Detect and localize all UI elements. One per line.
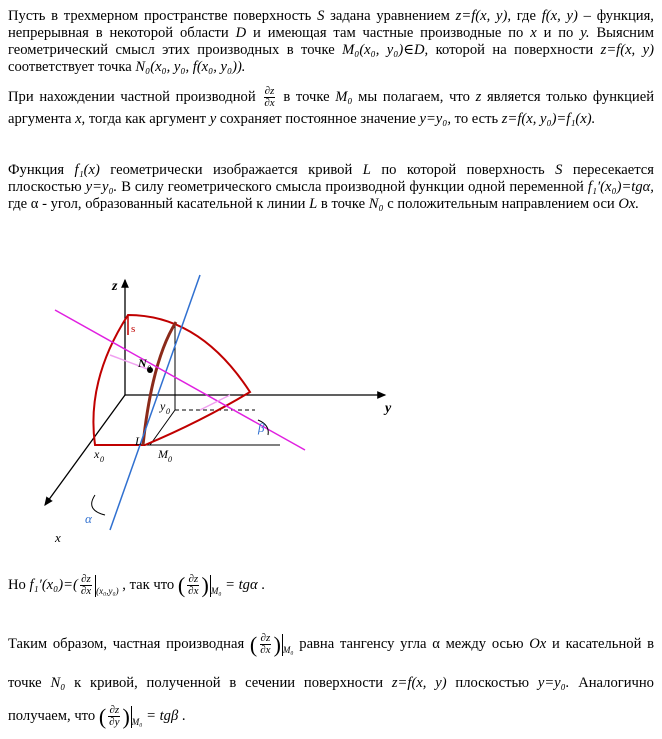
equation: y=y₀.	[537, 675, 570, 691]
paren: (	[98, 704, 107, 730]
paren: )	[122, 704, 130, 730]
subscript: M₀	[210, 586, 222, 596]
text: –	[583, 8, 591, 24]
label-y0: y	[160, 399, 166, 413]
var-y: y.	[580, 25, 590, 41]
frac-num: ∂z	[188, 573, 199, 586]
text: В силу геометрического смысла производной функции	[121, 179, 465, 195]
equation: z=f(x, y₀)=f₁(x).	[501, 111, 596, 127]
frac-den: ∂x	[264, 97, 275, 109]
fraction-dz-dy	[108, 705, 120, 728]
frac-den: ∂x	[260, 644, 271, 657]
text: и имеющая там частные производные по	[253, 25, 524, 41]
text: то есть	[454, 111, 499, 127]
equation: y=y₀,	[419, 111, 451, 127]
text: пересекается плоскостью	[8, 162, 654, 195]
text: При нахождении частной производной	[8, 88, 256, 105]
point-N0: N₀	[368, 196, 384, 212]
paren: )	[273, 632, 281, 658]
subscript: (x₀,y₀)	[96, 586, 119, 596]
var-y: y	[209, 111, 217, 127]
text: где α - угол, образованный касательной к линии	[8, 196, 306, 212]
angle-alpha-arc	[92, 495, 105, 515]
text: и	[543, 25, 552, 41]
label-M: M	[158, 447, 168, 461]
var-S: S	[317, 8, 325, 24]
text: к кривой, полученной в сечении поверхности	[74, 675, 384, 691]
var-x: x	[530, 25, 537, 41]
formula-line	[8, 572, 654, 604]
text: , так что	[122, 577, 175, 593]
point-M0: M₀(x₀, y₀)∈D,	[342, 42, 429, 58]
var-L: L	[309, 196, 318, 212]
curve-L	[143, 322, 176, 445]
label-y0-sub: 0	[166, 407, 170, 416]
text: сохраняет постоянное значение	[219, 111, 416, 127]
text: Выясним геометрический смысл этих производных в точке	[8, 25, 655, 58]
text: геометрически изображается кривой	[110, 162, 353, 178]
paren: (	[249, 632, 258, 658]
text: является только	[486, 88, 588, 105]
label-L: L	[135, 434, 142, 448]
text: по	[558, 25, 574, 41]
fraction-dz-dx	[187, 574, 199, 597]
text: функцией аргумента	[8, 88, 655, 127]
frac-num: ∂z	[109, 704, 120, 717]
label-y: y	[385, 401, 392, 416]
equation: y=y₀.	[85, 179, 118, 195]
text: одной переменной	[468, 179, 584, 195]
paren: )	[201, 572, 209, 598]
surface-S	[93, 315, 250, 445]
paragraph-conclusion	[8, 628, 654, 739]
frac-num: ∂z	[260, 632, 271, 645]
label-M-sub: 0	[168, 455, 172, 464]
label-z: z	[112, 279, 118, 294]
label-beta: β	[258, 420, 265, 435]
text: задана уравнением	[330, 8, 450, 24]
text: Пусть в трехмерном пространстве поверхность	[8, 8, 312, 24]
text: касательной в точке	[8, 636, 654, 691]
function-f1: f₁(x)	[74, 162, 100, 178]
text: поверхности	[514, 42, 594, 58]
label-s: s	[131, 323, 136, 335]
text: тогда как аргумент	[88, 111, 207, 127]
var-z: z	[475, 88, 482, 105]
text: Но	[8, 577, 26, 593]
text: функция, непрерывная в некоторой области	[8, 8, 654, 41]
text: Функция	[8, 162, 65, 178]
text: плоскостью	[455, 675, 530, 691]
axis-Ox: Ox.	[618, 196, 640, 212]
equation: f(x, y)	[541, 8, 578, 24]
axis-Ox: Ox	[529, 636, 547, 652]
frac-den: ∂y	[109, 716, 120, 729]
fraction-dz-dx	[263, 86, 275, 109]
point-N0: N₀	[50, 675, 66, 691]
blue-line	[110, 275, 200, 530]
equation: = tgβ	[146, 708, 179, 724]
section-line	[200, 395, 230, 410]
equation: z=f(x, y)	[600, 42, 654, 58]
text: с положительным направлением оси	[387, 196, 615, 212]
subscript: M₀	[131, 717, 143, 727]
frac-den: ∂x	[188, 585, 199, 598]
text: мы полагаем, что	[358, 88, 470, 105]
text: и	[552, 636, 560, 652]
frac-num: ∂z	[264, 85, 275, 97]
var-D: D	[235, 25, 247, 41]
var-x: x,	[75, 111, 86, 127]
label-N: N	[138, 356, 147, 370]
var-S: S	[555, 162, 563, 178]
paren: (	[177, 572, 186, 598]
label-x0: x	[94, 447, 100, 461]
x-axis	[45, 395, 125, 505]
var-L: L	[362, 162, 371, 178]
equation: f₁′(x₀)=(	[29, 577, 78, 593]
paragraph-geometric	[8, 162, 654, 213]
text: которой на	[435, 42, 507, 58]
label-N-sub: 0	[147, 364, 151, 373]
label-x0-sub: 0	[100, 455, 104, 464]
subscript: M₀	[282, 645, 294, 655]
equation: = tgα	[225, 577, 258, 593]
fraction-dz-dx	[259, 633, 271, 656]
text: по которой поверхность	[381, 162, 545, 178]
text: равна тангенсу угла α между осью	[299, 636, 524, 652]
text: где	[516, 8, 536, 24]
text: в точке	[283, 88, 330, 105]
text: Аналогично получаем, что	[8, 675, 654, 724]
paragraph-intro	[8, 8, 654, 76]
label-alpha: α	[85, 511, 92, 526]
text: в точке	[320, 196, 366, 212]
label-x: x	[55, 530, 61, 545]
surface-diagram	[0, 260, 662, 560]
equation: z=f(x, y),	[455, 8, 511, 24]
frac-num: ∂z	[81, 573, 91, 586]
projection-line	[150, 410, 175, 445]
equation: f₁′(x₀)=tgα,	[587, 179, 654, 195]
paragraph-partial	[8, 86, 654, 129]
point-N0: N₀(x₀, y₀, f(x₀, y₀)).	[135, 59, 246, 75]
text: .	[261, 577, 265, 593]
fraction-dz-dx	[80, 574, 92, 597]
frac-den: ∂x	[80, 585, 92, 598]
text: соответствует точка	[8, 59, 132, 75]
text: .	[181, 708, 186, 724]
equation: z=f(x, y)	[391, 675, 447, 691]
point-M0: M₀	[335, 88, 353, 105]
text: Таким образом, частная производная	[8, 636, 245, 652]
